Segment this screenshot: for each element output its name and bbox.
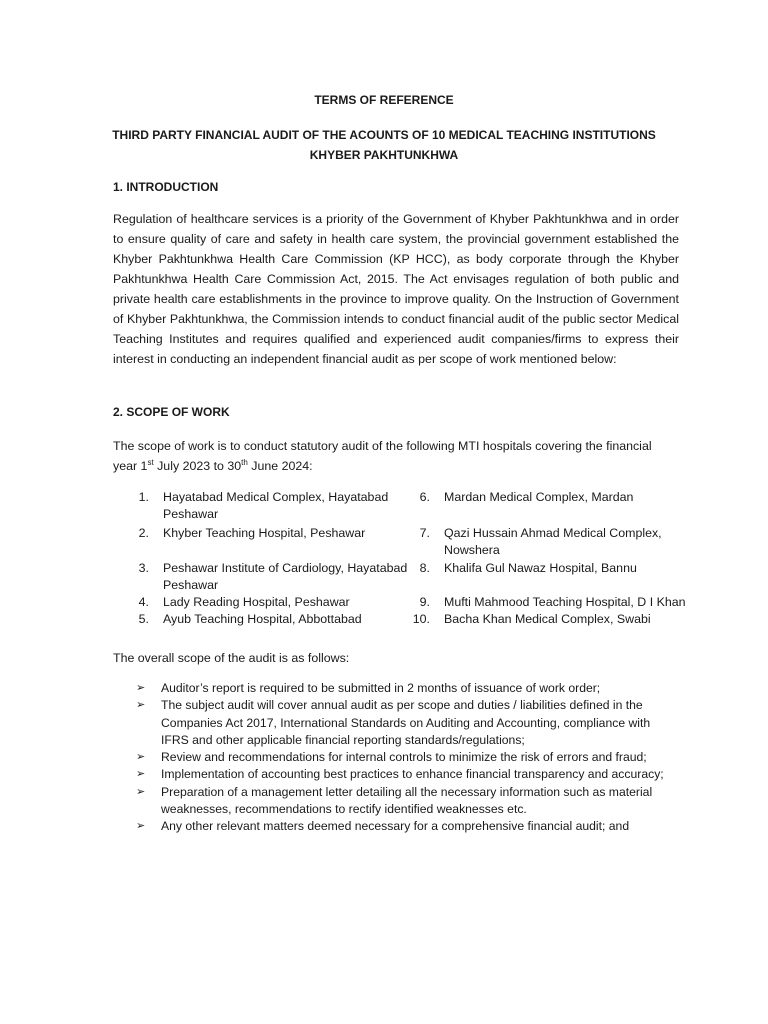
hospital-list-item: 8. Khalifa Gul Nawaz Hospital, Bannu (419, 561, 637, 575)
bullet-item: ➢ The subject audit will cover annual audit as per scope and duties / liabilities defined in the Companies Act 2017, International Standards on Auditing and Accounting, compliance with IFRS and other applicable financial reporting standards/regulations; (136, 698, 651, 747)
bullet-item: ➢ Implementation of accounting best practices to enhance financial transparency and accuracy; (136, 766, 681, 783)
bullet-item: ➢ Any other relevant matters deemed necessary for a comprehensive financial audit; and (136, 818, 681, 835)
arrow-bullet-icon: ➢ (136, 768, 146, 781)
bullet-item: ➢ Review and recommendations for internal controls to minimize the risk of errors and fraud; (136, 749, 681, 766)
document-subtitle: THIRD PARTY FINANCIAL AUDIT OF THE ACOUNTS OF 10 MEDICAL TEACHING INSTITUTIONS KHYBER PAKHTUNKHWA (112, 128, 656, 162)
introduction-paragraph: Regulation of healthcare services is a priority of the Government of Khyber Pakhtunkhwa and in order to ensure quality of care and safety in health care system, the provincial government established the Khyber Pakhtunkhwa Health Care Commission (KP HCC), as body corporate through the Khyber Pakhtunkhwa Health Care Commission Act, 2015. The Act envisages regulation of both public and private health care establishments in the province to improve quality. On the Instruction of Government of Khyber Pakhtunkhwa, the Commission intends to conduct financial audit of the public sector Medical Teaching Institutes and requires qualified and experienced audit companies/firms to express their interest in conducting an independent financial audit as per scope of work mentioned below: (113, 212, 679, 366)
hospital-list-item: 7. Qazi Hussain Ahmad Medical Complex, Nowshera (419, 526, 662, 557)
arrow-bullet-icon: ➢ (136, 699, 146, 712)
arrow-bullet-icon: ➢ (136, 820, 146, 833)
hospital-list-item: 3. Peshawar Institute of Cardiology, Hayatabad Peshawar (138, 561, 408, 592)
hospital-list-item: 5. Ayub Teaching Hospital, Abbottabad (138, 612, 362, 626)
overall-scope-intro: The overall scope of the audit is as follows: (113, 651, 350, 665)
bullet-item: ➢ Preparation of a management letter detailing all the necessary information such as material weaknesses, recommendations to rectify identified weaknesses etc. (136, 784, 653, 817)
arrow-bullet-icon: ➢ (136, 785, 146, 798)
hospital-list-item: 4. Lady Reading Hospital, Peshawar (138, 595, 350, 609)
arrow-bullet-icon: ➢ (136, 751, 146, 764)
document-title: TERMS OF REFERENCE (314, 93, 454, 107)
section-heading-scope: 2. SCOPE OF WORK (113, 405, 230, 419)
hospital-list-item: 1. Hayatabad Medical Complex, Hayatabad Peshawar (138, 490, 389, 521)
hospital-list-item: 6. Mardan Medical Complex, Mardan (419, 490, 634, 504)
scope-bullet-list (136, 680, 681, 836)
section-heading-introduction: 1. INTRODUCTION (113, 180, 219, 194)
bullet-item: ➢ Auditor’s report is required to be submitted in 2 months of issuance of work order; (136, 680, 681, 697)
hospital-list-item: 2. Khyber Teaching Hospital, Peshawar (138, 526, 366, 540)
scope-intro-paragraph: The scope of work is to conduct statutory audit of the following MTI hospitals covering the financial year 1st July 2023 to 30th June 2024: (113, 439, 652, 473)
arrow-bullet-icon: ➢ (136, 682, 146, 694)
hospital-list-item: 9. Mufti Mahmood Teaching Hospital, D I Khan (419, 595, 686, 609)
hospital-list-item: 10. Bacha Khan Medical Complex, Swabi (412, 612, 651, 626)
